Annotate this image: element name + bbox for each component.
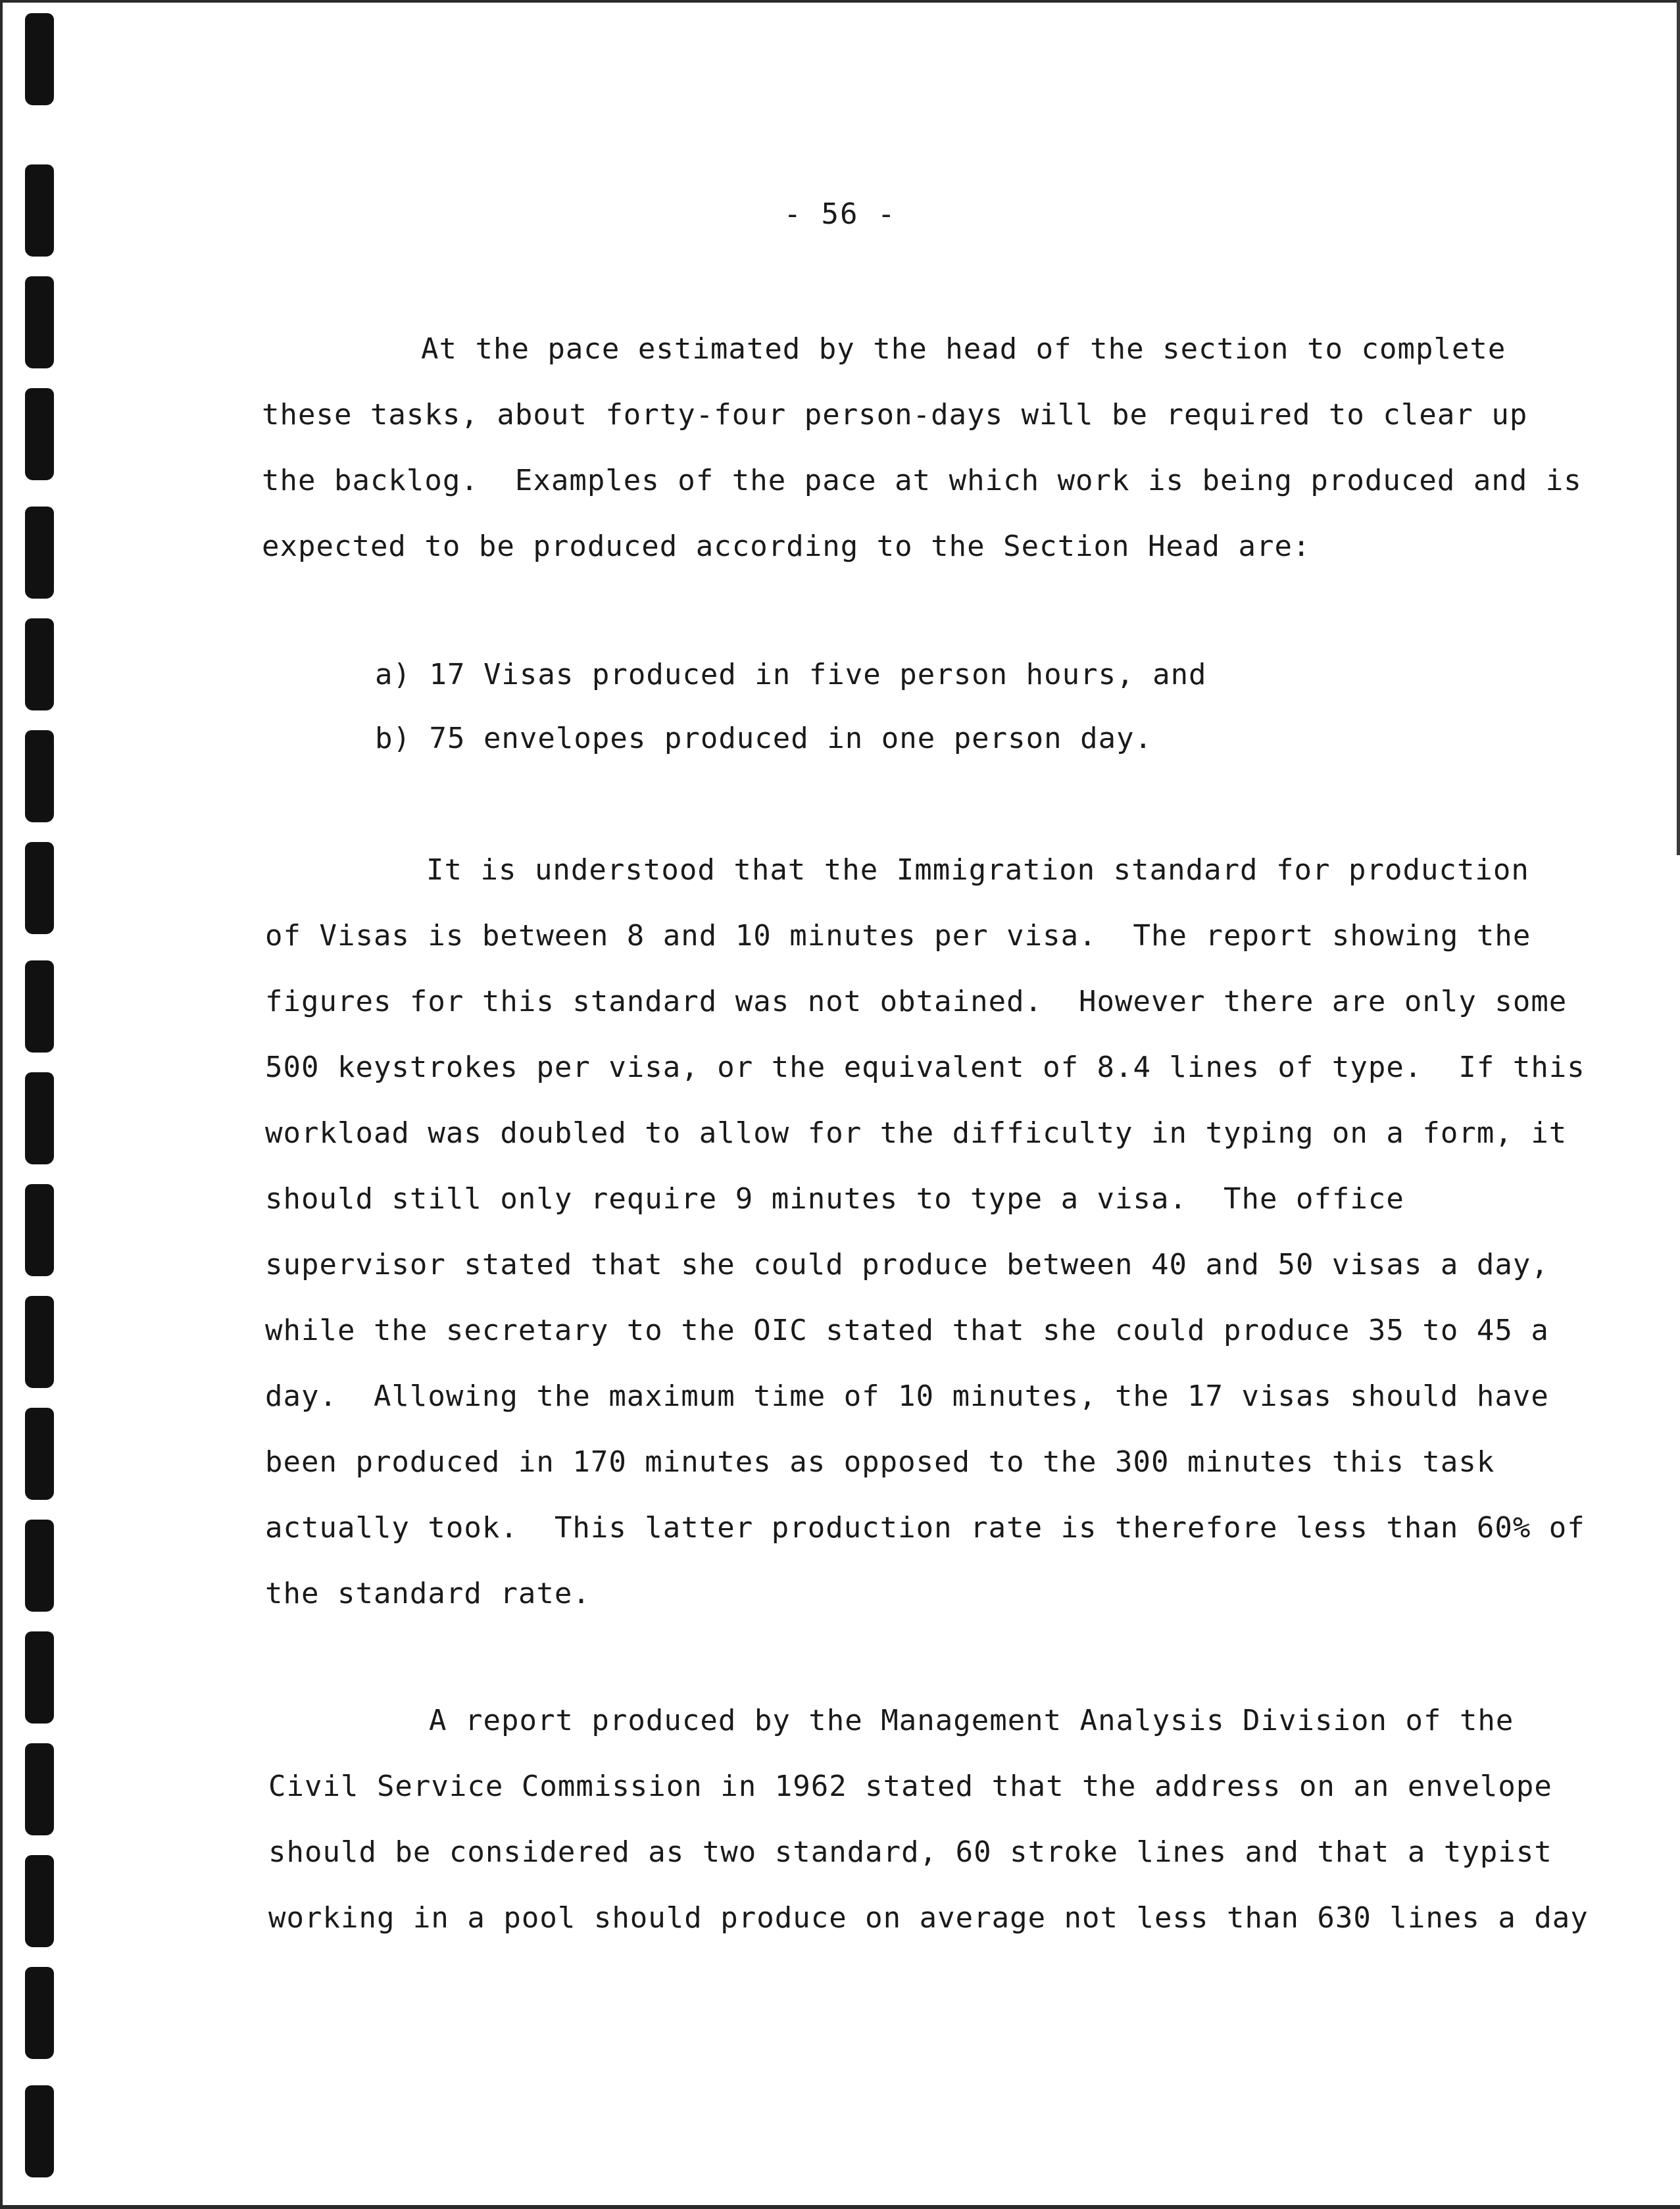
paragraph-line: day. Allowing the maximum time of 10 minutes, the 17 visas should have — [265, 1379, 1549, 1413]
binding-hole — [25, 388, 54, 480]
binding-hole — [25, 730, 54, 822]
binding-hole — [25, 618, 54, 710]
paragraph-line: these tasks, about forty-four person-days will be required to clear up — [262, 398, 1528, 432]
binding-hole — [25, 507, 54, 599]
binding-hole — [25, 1072, 54, 1164]
binding-hole — [25, 1520, 54, 1612]
paragraph-line: been produced in 170 minutes as opposed to the 300 minutes this task — [265, 1445, 1495, 1479]
paragraph-line: Civil Service Commission in 1962 stated that the address on an envelope — [268, 1770, 1552, 1803]
binding-holes — [25, 0, 64, 2209]
paragraph-line: of Visas is between 8 and 10 minutes per visa. The report showing the — [265, 919, 1531, 953]
page-edge-right — [1677, 0, 1680, 855]
binding-hole — [25, 1743, 54, 1835]
binding-hole — [25, 276, 54, 368]
binding-hole — [25, 1408, 54, 1500]
binding-hole — [25, 842, 54, 934]
paragraph-line: A report produced by the Management Analysis Division of the — [429, 1704, 1514, 1737]
page-edge-top — [0, 0, 1680, 3]
paragraph-line: 500 keystrokes per visa, or the equivalent of 8.4 lines of type. If this — [265, 1051, 1585, 1084]
binding-hole — [25, 2085, 54, 2177]
page-edge-left — [0, 0, 3, 2209]
binding-hole — [25, 1631, 54, 1724]
list-item: a) 17 Visas produced in five person hours, and — [375, 658, 1207, 691]
paragraph-line: should still only require 9 minutes to type a visa. The office — [265, 1182, 1404, 1216]
paragraph-line: working in a pool should produce on average not less than 630 lines a day — [268, 1901, 1589, 1935]
paragraph-line: It is understood that the Immigration standard for production — [426, 853, 1529, 887]
paragraph-line: the backlog. Examples of the pace at which work is being produced and is — [262, 464, 1582, 497]
paragraph-line: the standard rate. — [265, 1577, 591, 1610]
binding-hole — [25, 960, 54, 1053]
paragraph-line: should be considered as two standard, 60 stroke lines and that a typist — [268, 1835, 1552, 1869]
paragraph-line: figures for this standard was not obtained. However there are only some — [265, 985, 1568, 1018]
paragraph-line: supervisor stated that she could produce between 40 and 50 visas a day, — [265, 1248, 1549, 1281]
paragraph-line: workload was doubled to allow for the difficulty in typing on a form, it — [265, 1116, 1568, 1150]
page-edge-bottom — [0, 2205, 1680, 2209]
list-item: b) 75 envelopes produced in one person day. — [375, 722, 1153, 755]
binding-hole — [25, 13, 54, 105]
binding-hole — [25, 1967, 54, 2059]
binding-hole — [25, 1855, 54, 1947]
paragraph-line: while the secretary to the OIC stated that she could produce 35 to 45 a — [265, 1314, 1549, 1347]
binding-hole — [25, 1296, 54, 1388]
binding-hole — [25, 1184, 54, 1276]
paragraph-line: actually took. This latter production rate is therefore less than 60% of — [265, 1511, 1585, 1545]
page-number: - 56 - — [783, 197, 897, 231]
paragraph-line: expected to be produced according to the Section Head are: — [262, 530, 1311, 563]
paragraph-line: At the pace estimated by the head of the section to complete — [421, 332, 1506, 366]
